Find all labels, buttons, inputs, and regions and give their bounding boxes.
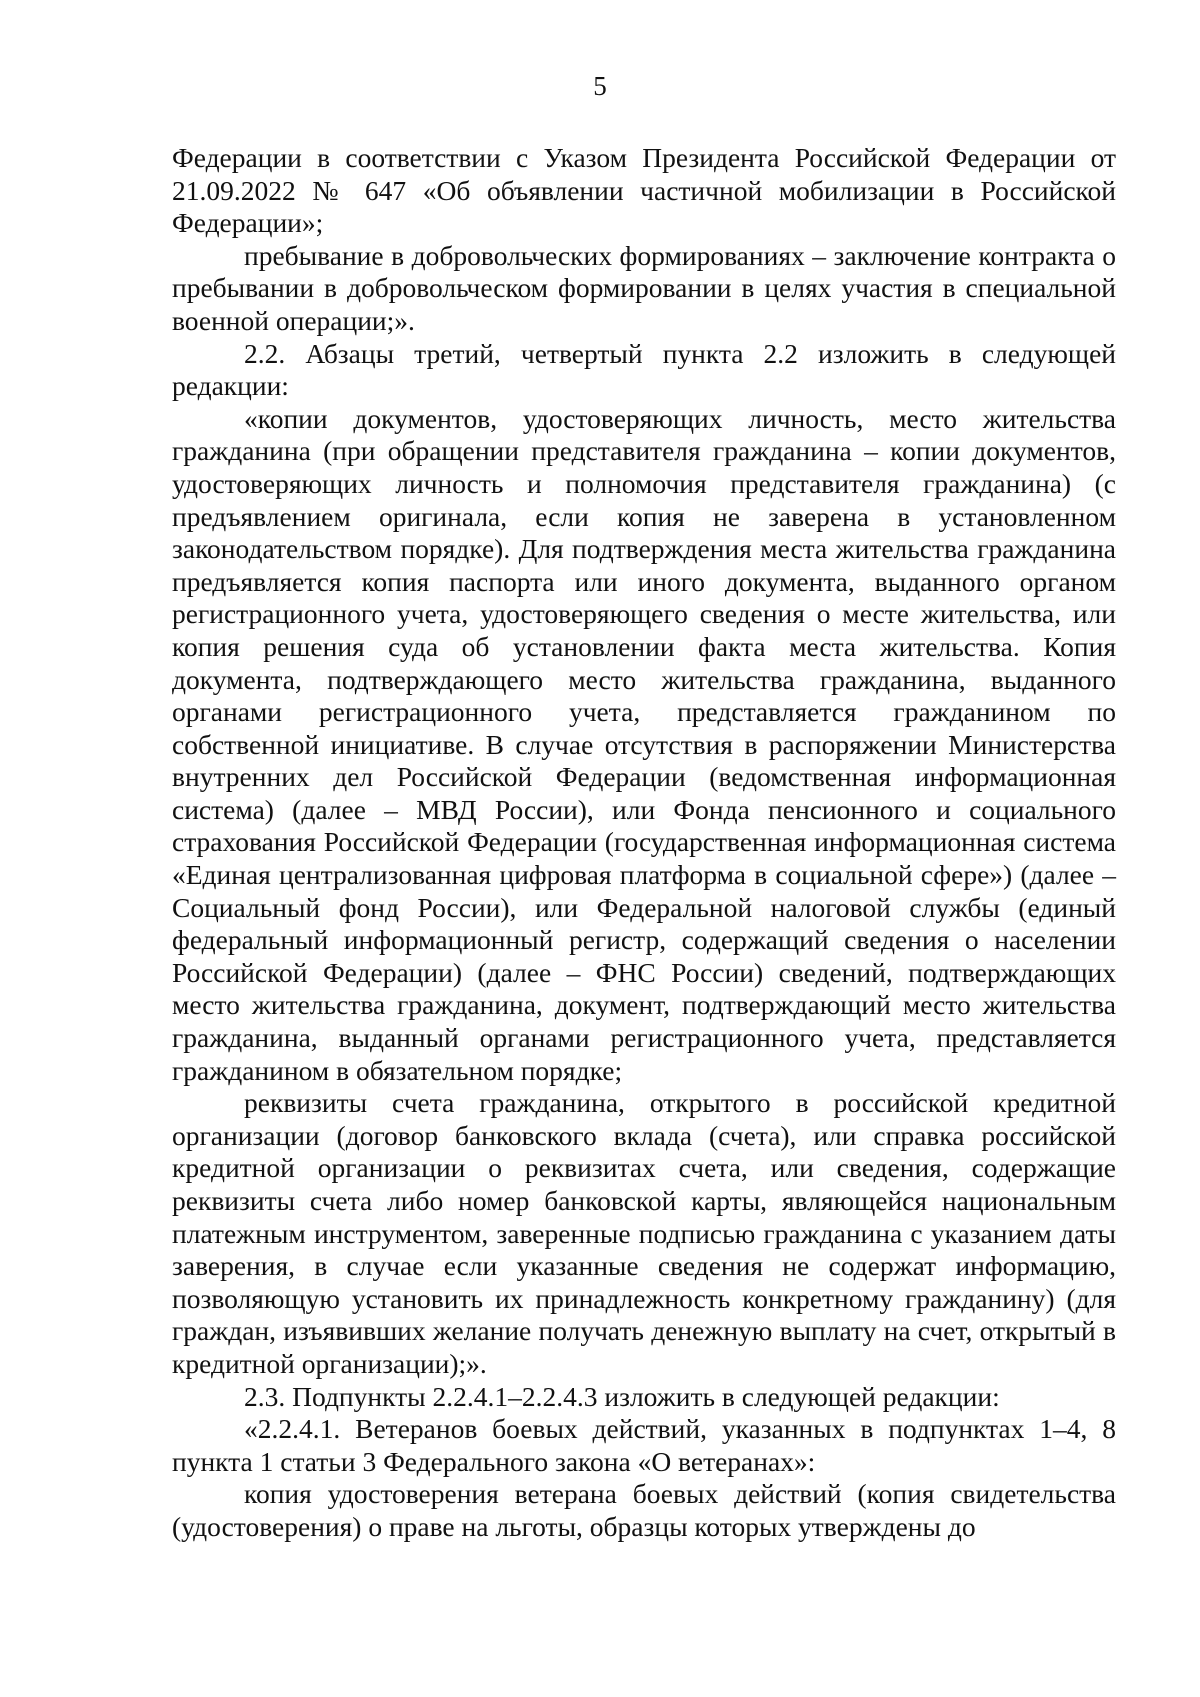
paragraph-clause-2-2: 2.2. Абзацы третий, четвертый пункта 2.2 изложить в следующей редакции: [172,337,1116,402]
page-number: 5 [593,71,607,101]
paragraph-clause-2-3: 2.3. Подпункты 2.2.4.1–2.2.4.3 изложить в следующей редакции: [244,1380,1000,1412]
paragraph-clause-2-2-4-1: «2.2.4.1. Ветеранов боевых действий, указанных в подпунктах 1–4, 8 пункта 1 статьи 3 Федерального закона «О ветеранах»: [172,1413,1116,1477]
paragraph-continuation: Федерации в соответствии с Указом Президента Российской Федерации от 21.09.2022 № 647 «Об объявлении частичной мобилизации в Российской Федерации»; [172,142,1116,239]
paragraph-bank-details: реквизиты счета гражданина, открытого в российской кредитной организации (договор банковского вклада (счета), или справка российской кредитной организации о реквизитах счета, или сведения, содержащие реквизиты счета либо номер банковской карты, являющейся национальным платежным инструментом, заверенные подписью гражданина с указанием даты заверения, в случае если указанные сведения не содержат информацию, позволяющую установить их принадлежность конкретному гражданину) (для граждан, изъявивших желание получать денежную выплату на счет, открытый в кредитной организации);». [172,1087,1116,1379]
paragraph-veteran-certificate: копия удостоверения ветерана боевых действий (копия свидетельства (удостоверения) о праве на льготы, образцы которых утверждены до [172,1478,1116,1542]
paragraph-identity-documents: «копии документов, удостоверяющих личность, место жительства гражданина (при обращении представителя гражданина – копии документов, удостоверяющих личность и полномочия представителя гражданина) (с предъявлением оригинала, если копия не заверена в установленном законодательством порядке). Для подтверждения места жительства гражданина предъявляется копия паспорта или иного документа, выданного органом регистрационного учета, удостоверяющего сведения о месте жительства, или копия решения суда об установлении факта места жительства. Копия документа, подтверждающего место жительства гражданина, выданного органами регистрационного учета, представляется гражданином по собственной инициативе. В случае отсутствия в распоряжении Министерства внутренних дел Российской Федерации (ведомственная информационная система) (далее – МВД России), или Фонда пенсионного и социального страхования Российской Федерации (государственная информационная система «Единая централизованная цифровая платформа в социальной сфере») (далее – Социальный фонд России), или Федеральной налоговой службы (единый федеральный информационный регистр, содержащий сведения о населении Российской Федерации) (далее – ФНС России) сведений, подтверждающих место жительства гражданина, документ, подтверждающий место жительства гражданина, выданный органами регистрационного учета, представляется гражданином в обязательном порядке; [172,402,1116,1086]
document-body [172,142,1116,1544]
paragraph-volunteer-formations: пребывание в добровольческих формированиях – заключение контракта о пребывании в добровольческом формировании в целях участия в специальной военной операции;». [172,239,1116,336]
